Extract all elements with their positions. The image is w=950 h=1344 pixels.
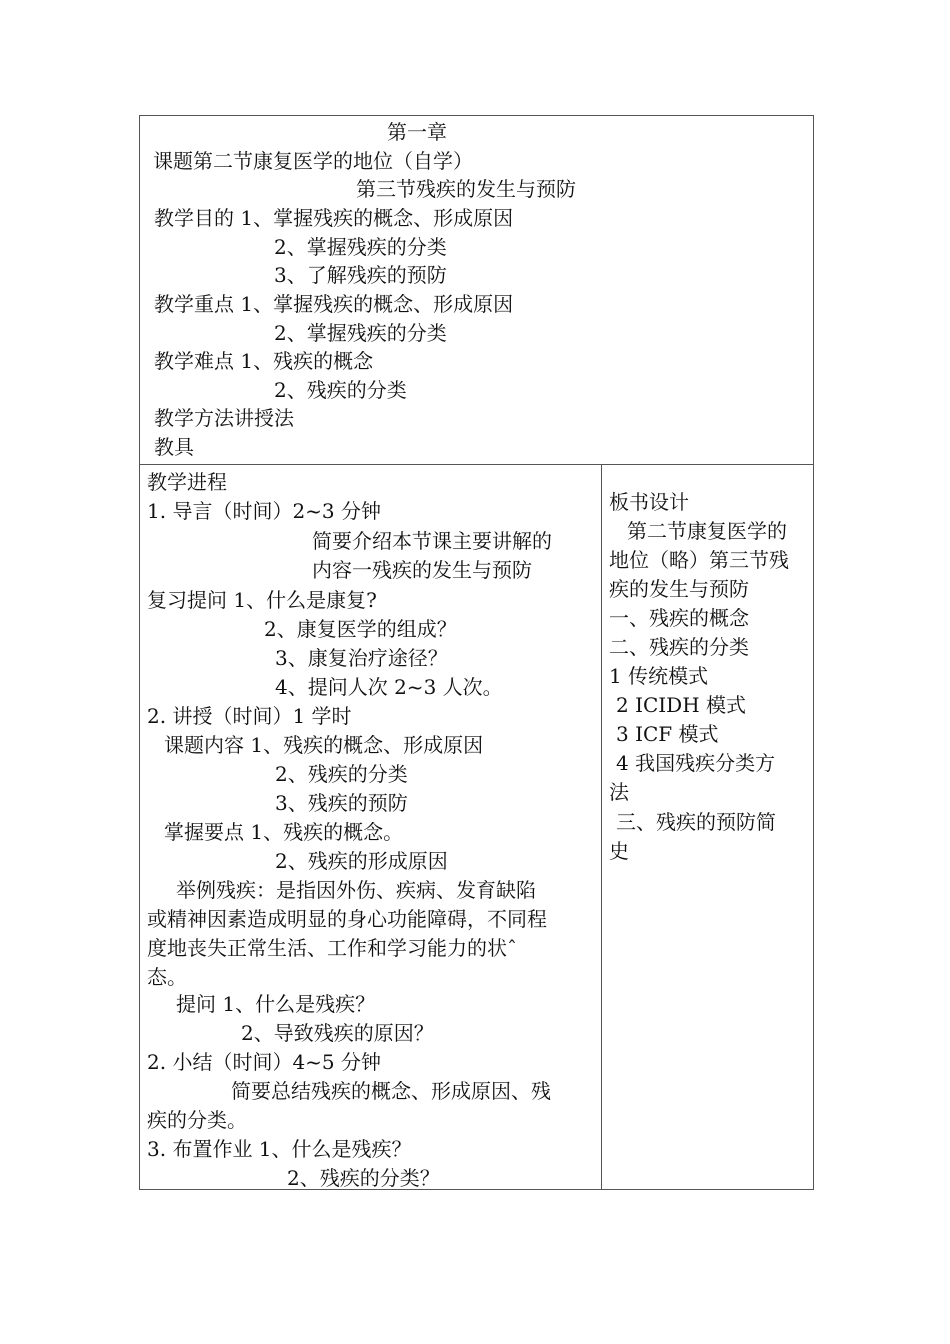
summary-desc-1: 简要总结残疾的概念、形成原因、残 <box>231 1079 551 1103</box>
row-divider <box>140 464 813 465</box>
process-title: 教学进程 <box>147 470 227 494</box>
topic-line-1: 课题第二节康复医学的地位（自学） <box>153 149 473 173</box>
review-question-3: 3、康复治疗途径？ <box>275 646 448 670</box>
teaching-tools: 教具 <box>154 435 194 459</box>
difficulty-2: 2、残疾的分类 <box>274 378 407 402</box>
column-divider <box>601 464 602 1189</box>
difficulty-1: 教学难点 1、残疾的概念 <box>154 349 374 373</box>
example-line-1: 举例残疾：是指因外伤、疾病、发育缺陷 <box>176 878 536 902</box>
board-line-9: 4 我国残疾分类方 <box>616 751 776 775</box>
review-question-4: 4、提问人次 2~3 人次。 <box>275 675 503 699</box>
review-question-1: 复习提问 1、什么是康复? <box>147 588 377 612</box>
board-line-8: 3 ICF 模式 <box>616 722 719 746</box>
board-line-12: 史 <box>609 839 629 863</box>
homework-1: 3. 布置作业 1、什么是残疾？ <box>147 1137 412 1161</box>
lesson-plan-table <box>139 115 814 1190</box>
board-line-2: 地位（略）第三节残 <box>609 548 789 572</box>
review-question-2: 2、康复医学的组成？ <box>264 617 457 641</box>
objective-2: 2、掌握残疾的分类 <box>274 235 447 259</box>
homework-2: 2、残疾的分类？ <box>287 1166 440 1190</box>
key-grasp-2: 2、残疾的形成原因 <box>275 849 448 873</box>
board-title: 板书设计 <box>609 490 689 514</box>
question-2: 2、导致残疾的原因？ <box>241 1021 434 1045</box>
lecture-content-1: 课题内容 1、残疾的概念、形成原因 <box>164 733 484 757</box>
topic-line-2: 第三节残疾的发生与预防 <box>356 177 576 201</box>
intro-heading: 1. 导言（时间）2~3 分钟 <box>147 499 382 523</box>
objective-1: 教学目的 1、掌握残疾的概念、形成原因 <box>154 206 514 230</box>
teaching-method: 教学方法讲授法 <box>154 406 294 430</box>
board-line-11: 三、残疾的预防简 <box>616 810 776 834</box>
example-line-4: 态。 <box>147 965 187 989</box>
summary-heading: 2. 小结（时间）4~5 分钟 <box>147 1050 382 1074</box>
board-line-6: 1 传统模式 <box>609 664 709 688</box>
lecture-heading: 2. 讲授（时间）1 学时 <box>147 704 352 728</box>
intro-desc-1: 简要介绍本节课主要讲解的 <box>312 529 552 553</box>
board-line-7: 2 ICIDH 模式 <box>616 693 747 717</box>
board-line-3: 疾的发生与预防 <box>609 577 749 601</box>
key-point-1: 教学重点 1、掌握残疾的概念、形成原因 <box>154 292 514 316</box>
summary-desc-2: 疾的分类。 <box>147 1108 247 1132</box>
intro-desc-2: 内容一残疾的发生与预防 <box>312 558 532 582</box>
board-line-1: 第二节康复医学的 <box>627 519 787 543</box>
board-line-10: 法 <box>609 780 629 804</box>
board-line-4: 一、残疾的概念 <box>609 606 749 630</box>
key-grasp-1: 掌握要点 1、残疾的概念。 <box>164 820 404 844</box>
board-line-5: 二、残疾的分类 <box>609 635 749 659</box>
example-line-3: 度地丧失正常生活、工作和学习能力的状ˆ <box>147 936 517 960</box>
chapter-title: 第一章 <box>387 120 447 144</box>
key-point-2: 2、掌握残疾的分类 <box>274 321 447 345</box>
objective-3: 3、了解残疾的预防 <box>274 263 447 287</box>
lecture-content-3: 3、残疾的预防 <box>275 791 408 815</box>
lecture-content-2: 2、残疾的分类 <box>275 762 408 786</box>
example-line-2: 或精神因素造成明显的身心功能障碍，不同程 <box>147 907 547 931</box>
question-1: 提问 1、什么是残疾？ <box>176 992 376 1016</box>
